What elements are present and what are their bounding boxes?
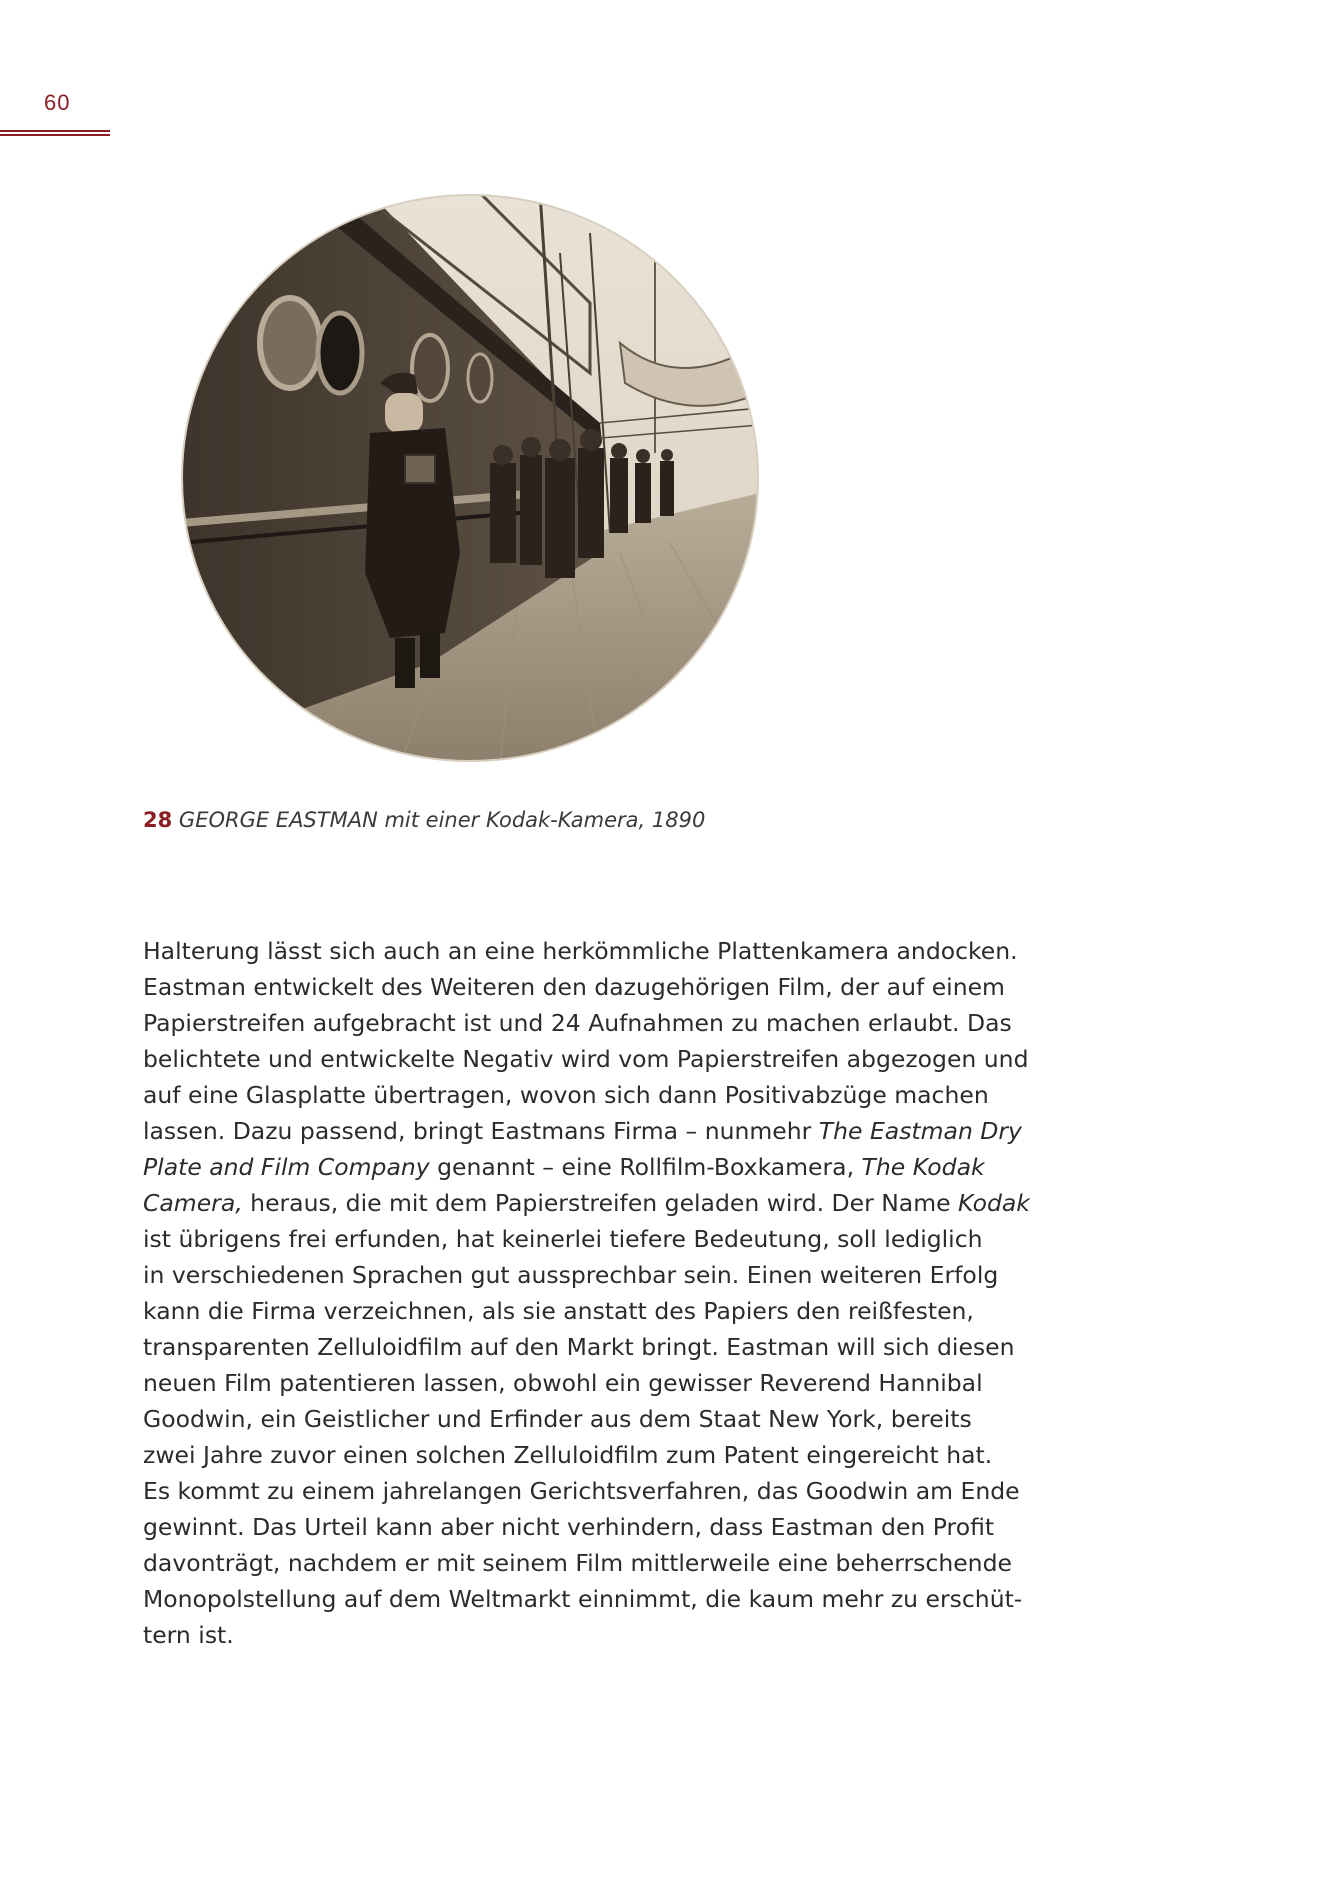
- italic-title-text: The Kodak: [861, 1153, 985, 1181]
- caption-number: 28: [143, 808, 173, 832]
- body-text-segment: Papierstreifen aufgebracht ist und 24 Aufnahmen zu machen erlaubt. Das: [143, 1009, 1012, 1037]
- italic-title-text: Plate and Film Company: [143, 1153, 430, 1181]
- header-double-rule: [0, 130, 110, 136]
- body-paragraph: [143, 933, 1043, 1653]
- body-text-segment: heraus, die mit dem Papierstreifen geladen wird. Der Name: [242, 1189, 959, 1217]
- body-text-segment: kann die Firma verzeichnen, als sie anstatt des Papiers den reißfesten,: [143, 1297, 974, 1325]
- body-line: [143, 1149, 1043, 1185]
- body-line: [143, 1005, 1043, 1041]
- body-line: [143, 1041, 1043, 1077]
- body-text-segment: Eastman entwickelt des Weiteren den dazugehörigen Film, der auf einem: [143, 973, 1005, 1001]
- body-line: [143, 1509, 1043, 1545]
- body-line: [143, 1617, 1043, 1653]
- body-line: [143, 1401, 1043, 1437]
- body-line: [143, 1581, 1043, 1617]
- page-number: 60: [44, 90, 71, 115]
- body-line: [143, 1473, 1043, 1509]
- body-text-segment: tern ist.: [143, 1621, 234, 1649]
- body-line: [143, 1185, 1043, 1221]
- body-line: [143, 1437, 1043, 1473]
- body-line: [143, 1545, 1043, 1581]
- body-line: [143, 1365, 1043, 1401]
- italic-title-text: Camera,: [143, 1189, 243, 1217]
- body-text-segment: Goodwin, ein Geistlicher und Erfinder aus dem Staat New York, bereits: [143, 1405, 972, 1433]
- body-line: [143, 1221, 1043, 1257]
- body-text-segment: ist übrigens frei erfunden, hat keinerlei tiefere Bedeutung, soll lediglich: [143, 1225, 983, 1253]
- body-text-segment: Es kommt zu einem jahrelangen Gerichtsverfahren, das Goodwin am Ende: [143, 1477, 1020, 1505]
- body-line: [143, 1329, 1043, 1365]
- italic-title-text: The Eastman Dry: [818, 1117, 1022, 1145]
- body-text-segment: gewinnt. Das Urteil kann aber nicht verhindern, dass Eastman den Profit: [143, 1513, 995, 1541]
- italic-title-text: Kodak: [958, 1189, 1030, 1217]
- body-line: [143, 969, 1043, 1005]
- body-text-segment: transparenten Zelluloidfilm auf den Markt bringt. Eastman will sich diesen: [143, 1333, 1015, 1361]
- body-line: [143, 1293, 1043, 1329]
- body-line: [143, 1257, 1043, 1293]
- body-line: [143, 933, 1043, 969]
- figure-caption: [143, 808, 705, 832]
- body-text-segment: belichtete und entwickelte Negativ wird vom Papierstreifen abgezogen und: [143, 1045, 1029, 1073]
- body-text-segment: Monopolstellung auf dem Weltmarkt einnimmt, die kaum mehr zu erschüt-: [143, 1585, 1023, 1613]
- body-text-segment: lassen. Dazu passend, bringt Eastmans Firma – nunmehr: [143, 1117, 819, 1145]
- body-text-segment: neuen Film patentieren lassen, obwohl ein gewisser Reverend Hannibal: [143, 1369, 983, 1397]
- circular-photo: [180, 193, 760, 763]
- body-text-segment: Halterung lässt sich auch an eine herkömmliche Plattenkamera andocken.: [143, 937, 1018, 965]
- body-text-segment: genannt – eine Rollfilm-Boxkamera,: [429, 1153, 862, 1181]
- body-text-segment: davonträgt, nachdem er mit seinem Film mittlerweile eine beherrschende: [143, 1549, 1012, 1577]
- caption-text: GEORGE EASTMAN mit einer Kodak-Kamera, 1890: [178, 808, 706, 832]
- body-text-segment: zwei Jahre zuvor einen solchen Zelluloidfilm zum Patent eingereicht hat.: [143, 1441, 993, 1469]
- body-text-segment: auf eine Glasplatte übertragen, wovon sich dann Positivabzüge machen: [143, 1081, 989, 1109]
- body-line: [143, 1077, 1043, 1113]
- body-line: [143, 1113, 1043, 1149]
- body-text-segment: in verschiedenen Sprachen gut aussprechbar sein. Einen weiteren Erfolg: [143, 1261, 999, 1289]
